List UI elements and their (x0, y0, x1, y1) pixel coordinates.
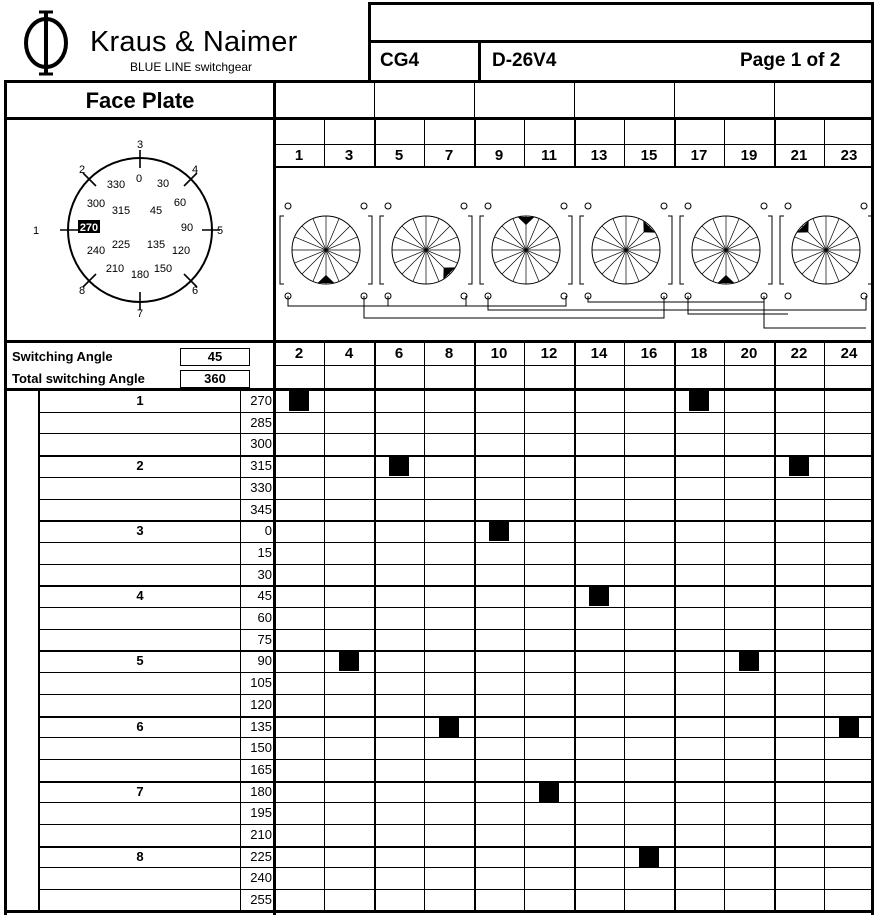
grid-line-h (40, 759, 874, 760)
brand-logo-icon (18, 8, 80, 78)
grid-line-h (368, 40, 874, 43)
grid-line-v (4, 80, 7, 915)
contact-top-19: 19 (740, 147, 758, 164)
contact-top-13: 13 (590, 147, 608, 164)
grid-line-v (324, 390, 325, 910)
grid-line-h (40, 694, 874, 695)
contact-top-23: 23 (840, 147, 858, 164)
grid-line-h (40, 520, 874, 522)
dial-deg-210: 210 (105, 263, 125, 275)
grid-line-v (368, 2, 371, 82)
contact-bottom-24: 24 (840, 345, 858, 362)
contact-bottom-6: 6 (394, 345, 404, 362)
dial-deg-225: 225 (111, 239, 131, 251)
grid-line-h (40, 455, 874, 457)
dial-deg-90: 90 (180, 222, 194, 234)
closed-contact-mark (539, 782, 559, 802)
contact-top-3: 3 (344, 147, 354, 164)
closed-contact-mark (589, 586, 609, 606)
contact-top-5: 5 (394, 147, 404, 164)
contact-bottom-8: 8 (444, 345, 454, 362)
closed-contact-mark (839, 717, 859, 737)
grid-line-h (274, 365, 874, 366)
grid-line-h (40, 585, 874, 587)
row-degree: 105 (250, 675, 272, 691)
row-degree: 75 (257, 631, 272, 647)
dial-deg-150: 150 (153, 263, 173, 275)
switching-angle-value: 45 (180, 348, 250, 366)
dial-deg-45: 45 (149, 205, 163, 217)
dial-deg-240: 240 (86, 245, 106, 257)
grid-line-v (524, 390, 525, 910)
grid-line-h (4, 910, 874, 913)
contact-bottom-12: 12 (540, 345, 558, 362)
dial-pos-5: 5 (216, 225, 224, 237)
row-degree: 300 (250, 436, 272, 452)
grid-line-v (474, 82, 475, 118)
closed-contact-mark (639, 847, 659, 867)
row-degree: 120 (250, 696, 272, 712)
face-plate-title: Face Plate (85, 88, 195, 113)
contact-top-15: 15 (640, 147, 658, 164)
row-position-4: 4 (136, 588, 144, 604)
grid-line-h (274, 144, 874, 145)
contact-bottom-16: 16 (640, 345, 658, 362)
grid-line-h (40, 542, 874, 543)
dial-deg-180: 180 (130, 269, 150, 281)
grid-line-v (474, 390, 476, 910)
grid-line-h (40, 564, 874, 565)
closed-contact-mark (289, 391, 309, 411)
row-degree: 30 (257, 566, 272, 582)
grid-line-h (40, 889, 874, 890)
row-degree: 150 (250, 740, 272, 756)
closed-contact-mark (439, 717, 459, 737)
contact-bottom-14: 14 (590, 345, 608, 362)
contact-bottom-22: 22 (790, 345, 808, 362)
dial-deg-120: 120 (171, 245, 191, 257)
row-degree: 90 (257, 653, 272, 669)
closed-contact-mark (489, 521, 509, 541)
grid-line-v (674, 82, 675, 118)
row-degree: 345 (250, 501, 272, 517)
page-indicator: Page 1 of 2 (740, 50, 841, 71)
dial-deg-135: 135 (146, 239, 166, 251)
grid-line-v (424, 390, 425, 910)
row-position-7: 7 (136, 783, 144, 799)
row-degree: 315 (250, 458, 272, 474)
grid-line-h (40, 846, 874, 848)
grid-line-v (674, 390, 676, 910)
face-plate-dial (20, 128, 260, 328)
contact-bottom-2: 2 (294, 345, 304, 362)
grid-line-v (624, 390, 625, 910)
grid-line-v (574, 82, 575, 118)
dial-pos-3: 3 (136, 139, 144, 151)
contact-bottom-4: 4 (344, 345, 354, 362)
grid-line-v (724, 390, 725, 910)
row-degree: 45 (257, 588, 272, 604)
grid-line-h (40, 477, 874, 478)
row-degree: 210 (250, 827, 272, 842)
contact-top-1: 1 (294, 147, 304, 164)
row-degree: 15 (257, 544, 272, 560)
grid-line-v (478, 40, 481, 80)
grid-line-v (774, 82, 775, 118)
brand-name: Kraus & Naimer (90, 26, 298, 58)
contact-top-9: 9 (494, 147, 504, 164)
dial-pos-8: 8 (78, 285, 86, 297)
dial-deg-300: 300 (86, 198, 106, 210)
diagram-code: D-26V4 (492, 50, 557, 71)
grid-line-v (871, 2, 874, 82)
grid-line-h (368, 2, 874, 5)
row-degree: 330 (250, 479, 272, 495)
row-degree: 0 (264, 523, 272, 539)
grid-line-v (774, 390, 776, 910)
contact-top-7: 7 (444, 147, 454, 164)
grid-line-v (374, 390, 376, 910)
row-degree: 195 (250, 805, 272, 821)
row-degree: 255 (250, 892, 272, 908)
closed-contact-mark (789, 456, 809, 476)
row-degree: 285 (250, 414, 272, 430)
contact-top-21: 21 (790, 147, 808, 164)
cam-element-3 (480, 203, 572, 299)
row-degree: 180 (250, 783, 272, 799)
cam-element-2 (380, 203, 472, 299)
row-degree: 135 (250, 718, 272, 734)
row-degree: 60 (257, 610, 272, 625)
dial-pos-1: 1 (32, 225, 40, 237)
dial-deg-330: 330 (106, 179, 126, 191)
grid-line-h (40, 672, 874, 673)
dial-pos-7: 7 (136, 308, 144, 320)
grid-line-h (40, 737, 874, 738)
closed-contact-mark (689, 391, 709, 411)
dial-deg-60: 60 (173, 197, 187, 209)
contact-bottom-18: 18 (690, 345, 708, 362)
row-position-5: 5 (136, 653, 144, 669)
row-degree: 270 (250, 393, 272, 408)
contact-elements-diagram (276, 168, 874, 340)
grid-line-h (40, 867, 874, 868)
dial-pos-6: 6 (191, 285, 199, 297)
row-position-8: 8 (136, 848, 144, 864)
dial-deg-0: 0 (135, 173, 143, 185)
closed-contact-mark (339, 651, 359, 671)
grid-line-h (4, 388, 874, 391)
contact-top-17: 17 (690, 147, 708, 164)
grid-line-h (40, 629, 874, 630)
grid-line-v (824, 390, 825, 910)
grid-line-h (40, 499, 874, 500)
closed-contact-mark (389, 456, 409, 476)
total-switching-angle-value: 360 (180, 370, 250, 388)
dial-pos-4: 4 (191, 164, 199, 176)
dial-deg-315: 315 (111, 205, 131, 217)
grid-line-h (4, 80, 874, 83)
contact-top-11: 11 (541, 147, 557, 164)
contact-bottom-20: 20 (740, 345, 758, 362)
grid-line-h (40, 607, 874, 608)
cam-element-5 (680, 203, 772, 299)
row-position-6: 6 (136, 718, 144, 734)
grid-line-h (40, 412, 874, 413)
switching-angle-label: Switching Angle (12, 349, 113, 364)
grid-line-h (40, 433, 874, 434)
row-degree: 225 (250, 848, 272, 864)
grid-line-h (4, 117, 274, 120)
row-position-3: 3 (136, 523, 144, 539)
cam-element-4 (580, 203, 672, 299)
total-switching-angle-label: Total switching Angle (12, 371, 145, 386)
row-position-1: 1 (136, 393, 144, 408)
cam-element-1 (280, 203, 372, 299)
row-degree: 165 (250, 761, 272, 777)
row-position-2: 2 (136, 458, 144, 474)
cam-element-6 (780, 203, 872, 299)
dial-deg-270: 270 (79, 222, 99, 234)
dial-pos-2: 2 (78, 164, 86, 176)
grid-line-v (574, 390, 576, 910)
grid-line-h (40, 824, 874, 825)
contact-bottom-10: 10 (490, 345, 508, 362)
dial-deg-30: 30 (156, 178, 170, 190)
row-degree: 240 (250, 870, 272, 886)
model-code: CG4 (380, 50, 420, 71)
grid-line-h (40, 802, 874, 803)
closed-contact-mark (739, 651, 759, 671)
brand-subtitle: BLUE LINE switchgear (130, 60, 253, 74)
grid-line-h (4, 340, 274, 343)
grid-line-v (374, 82, 375, 118)
